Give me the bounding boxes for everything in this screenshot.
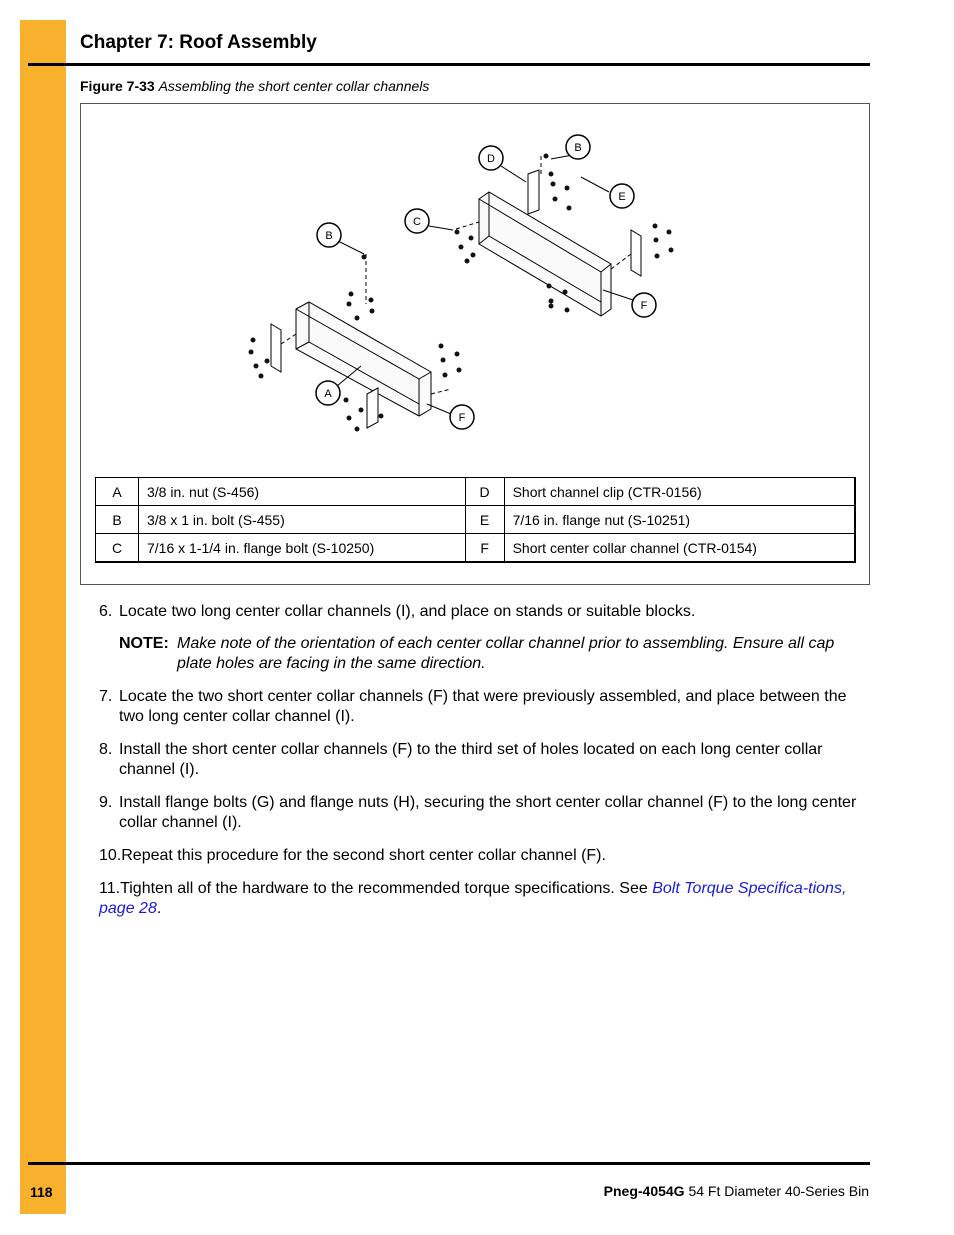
step-number: 8. (99, 741, 113, 758)
part-key: F (465, 534, 504, 563)
step-text: Locate the two short center collar channels (F) that were previously assembled, and place between the two long center collar channel (I). (119, 688, 847, 725)
part-key: B (96, 506, 139, 534)
channel-clip-upper-right (631, 230, 641, 276)
step-10 (99, 846, 869, 866)
callout-f-upper: F (640, 300, 648, 312)
part-desc: 3/8 in. nut (S-456) (139, 478, 466, 506)
procedure-steps (99, 602, 869, 932)
step-text-end: . (156, 900, 162, 917)
step-7 (99, 687, 869, 727)
table-row (96, 534, 856, 563)
part-desc: 7/16 in. flange nut (S-10251) (504, 506, 855, 534)
part-desc: Short center collar channel (CTR-0154) (504, 534, 855, 563)
doc-title: 54 Ft Diameter 40-Series Bin (688, 1183, 869, 1199)
step-6 (99, 602, 869, 622)
note (99, 634, 869, 674)
step-8 (99, 740, 869, 780)
note-label: NOTE: (119, 635, 169, 652)
figure-box (80, 103, 870, 585)
channel-clip-lower-left (271, 324, 281, 372)
part-key: E (465, 506, 504, 534)
figure-caption-text: Assembling the short center collar channels (158, 78, 430, 94)
step-text: Tighten all of the hardware to the recommended torque specifications. See (120, 880, 653, 897)
callout-b-upper: B (574, 142, 582, 154)
callout-e: E (618, 191, 626, 203)
page-number: 118 (30, 1184, 53, 1200)
part-desc: 7/16 x 1-1/4 in. flange bolt (S-10250) (139, 534, 466, 563)
doc-id: Pneg-4054G (603, 1183, 685, 1199)
part-key: D (465, 478, 504, 506)
channel-clip-upper-d (528, 170, 539, 214)
note-text: Make note of the orientation of each center collar channel prior to assembling. Ensure all cap plate holes are facing in the same direction. (177, 635, 835, 672)
part-desc: 3/8 x 1 in. bolt (S-455) (139, 506, 466, 534)
chapter-title: Chapter 7: Roof Assembly (80, 32, 317, 53)
step-number: 10. (99, 847, 122, 864)
step-number: 11. (99, 880, 121, 897)
figure-caption (80, 78, 429, 94)
callout-d: D (487, 153, 495, 165)
table-row (96, 478, 856, 506)
figure-number: Figure 7-33 (80, 78, 155, 94)
table-row (96, 506, 856, 534)
step-number: 6. (99, 603, 113, 620)
step-number: 9. (99, 794, 113, 811)
step-number: 7. (99, 688, 113, 705)
step-11 (99, 879, 869, 919)
callout-f-lower: F (458, 412, 466, 424)
step-text: Repeat this procedure for the second short center collar channel (F). (121, 847, 606, 864)
callout-c: C (413, 216, 421, 228)
bolt-torque-link[interactable]: Bolt Torque Specifica-tions, page 28 (99, 880, 847, 917)
header-rule (28, 63, 870, 66)
channel-clip-lower-right (367, 388, 378, 428)
parts-table (95, 477, 856, 563)
part-key: A (96, 478, 139, 506)
step-text: Locate two long center collar channels (I), and place on stands or suitable blocks. (119, 603, 696, 620)
part-desc: Short channel clip (CTR-0156) (504, 478, 855, 506)
assembly-diagram (81, 104, 869, 469)
footer-document (604, 1183, 869, 1199)
step-text: Install the short center collar channels (F) to the third set of holes located on each long center collar channel (I). (119, 741, 823, 778)
side-color-bar (20, 20, 66, 1214)
callout-a: A (324, 388, 332, 400)
part-key: C (96, 534, 139, 563)
footer-rule (28, 1162, 870, 1165)
step-9 (99, 793, 869, 833)
callout-b-lower: B (325, 230, 333, 242)
step-text: Install flange bolts (G) and flange nuts (H), securing the short center collar channel (F) to the long center collar channel (I). (119, 794, 857, 831)
